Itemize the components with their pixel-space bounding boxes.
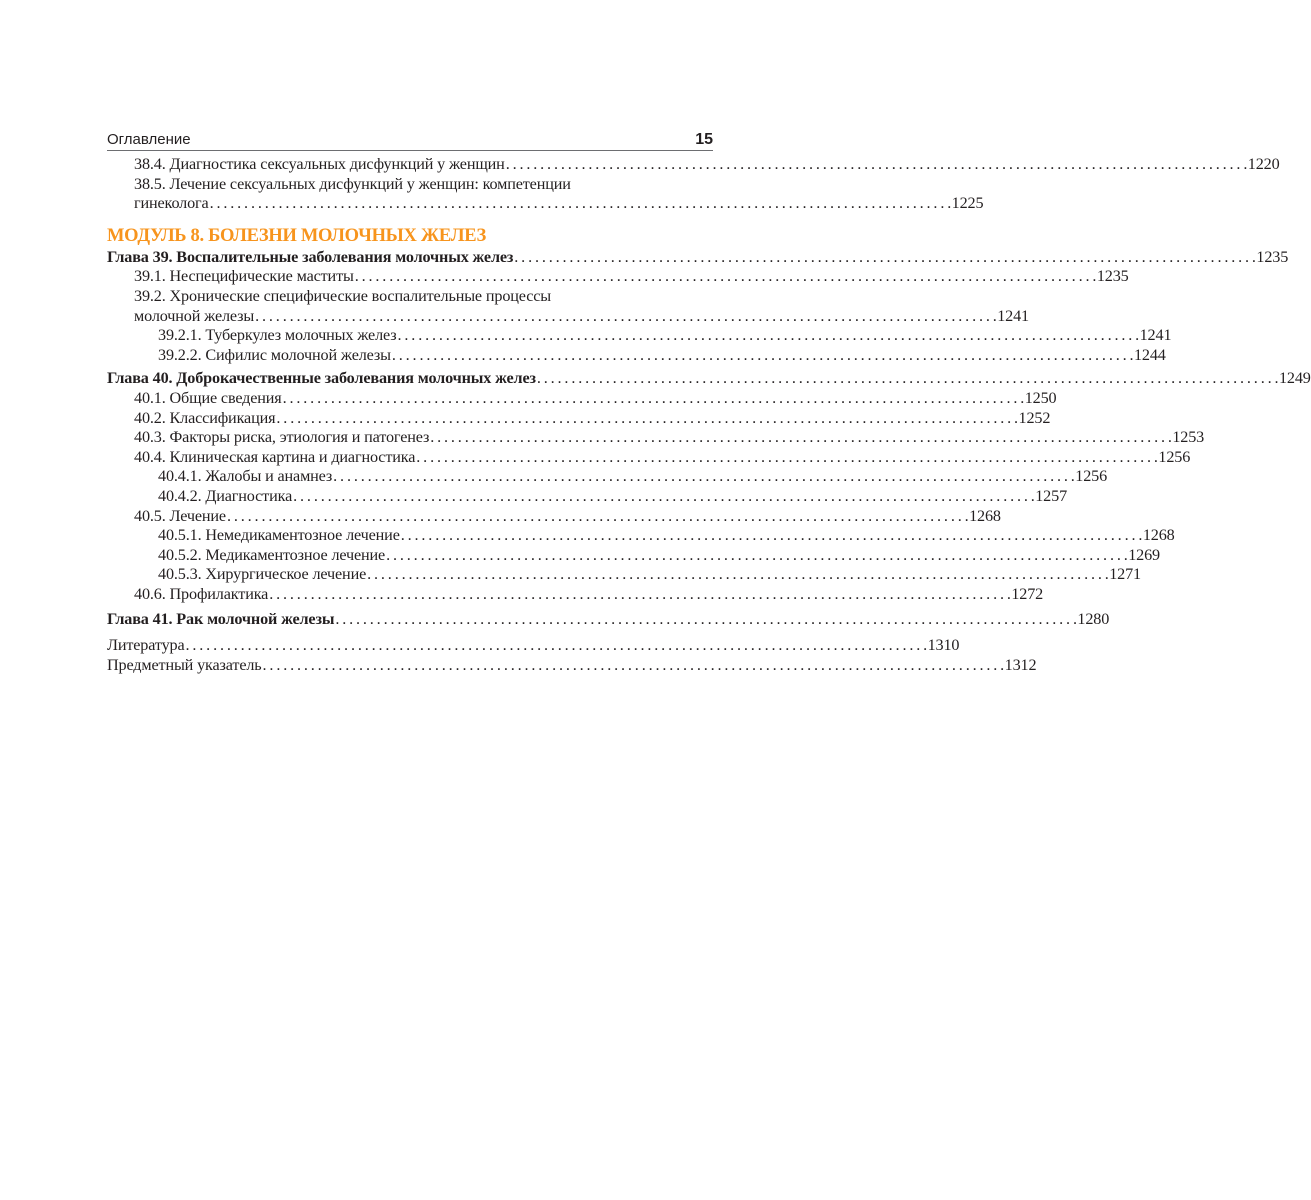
toc-entry-40-4[interactable] [107,447,1191,468]
entry-title: 40.2. Классификация [134,408,276,427]
table-of-contents [107,155,1311,675]
entry-page: 1235 [1096,267,1129,286]
dot-leader [514,248,1255,268]
running-head [107,129,713,151]
entry-page: 1256 [1158,447,1191,466]
dot-leader [386,546,1127,566]
entry-page: 1225 [951,194,984,213]
toc-subject-index[interactable] [107,655,1037,676]
chapter-title: Глава 39. Воспалительные заболевания молочных желез [107,247,514,266]
chapter-title: Глава 41. Рак молочной железы [107,610,335,629]
entry-title: 39.2. Хронические специфические воспалительные процессы [134,286,552,305]
entry-page: 1252 [1018,408,1051,427]
entry-title: 40.3. Факторы риска, этиология и патогенез [134,428,430,447]
toc-entry-39-1[interactable] [107,267,1129,287]
entry-number: 38.4. [134,155,166,173]
entry-page: 1256 [1075,467,1108,486]
toc-chapter-39[interactable] [107,247,1289,268]
page-number: 15 [695,131,713,148]
entry-title: 40.6. Профилактика [134,584,269,603]
dot-leader [355,267,1096,287]
entry-title: Предметный указатель [107,655,262,674]
entry-page: 1253 [1172,428,1205,447]
toc-entry-40-5-3[interactable] [107,565,1141,585]
chapter-title: Глава 40. Доброкачественные заболевания молочных желез [107,369,536,388]
entry-page: 1312 [1004,655,1037,674]
entry-title: 40.4. Клиническая картина и диагностика [134,447,416,466]
entry-title: 39.2.2. Сифилис молочной железы [158,345,391,364]
toc-entry-40-5[interactable] [107,506,1001,527]
dot-leader [401,526,1142,546]
dot-leader [367,565,1108,585]
toc-entry-40-6[interactable] [107,584,1044,605]
dot-leader [398,326,1139,346]
entry-page: 1268 [1142,526,1175,545]
toc-entry-40-4-1[interactable] [107,467,1108,487]
entry-title: 40.5. Лечение [134,506,226,525]
dot-leader [506,155,1247,175]
dot-leader [416,448,1157,468]
dot-leader [276,409,1017,429]
toc-entry-40-1[interactable] [107,388,1057,409]
module-heading[interactable]: МОДУЛЬ 8. БОЛЕЗНИ МОЛОЧНЫХ ЖЕЛЕЗ [107,225,486,246]
toc-entry-40-4-2[interactable] [107,486,1068,507]
entry-page: 1269 [1128,545,1160,564]
entry-title: Лечение сексуальных дисфункций у женщин: компетенции [169,174,571,193]
dot-leader [269,585,1010,605]
entry-page: 1250 [1024,388,1057,407]
dot-leader [335,610,1076,630]
toc-entry-39-2-line1[interactable] [107,287,713,307]
toc-entry-40-5-1[interactable] [107,526,1175,546]
entry-page: 1241 [1139,326,1172,345]
entry-page: 1257 [1035,486,1068,505]
toc-entry-38-5-line1[interactable] [107,175,713,195]
entry-title: Литература [107,636,185,655]
toc-entry-40-3[interactable] [107,428,1205,448]
toc-entry-39-2-line2[interactable] [107,306,1029,327]
chapter-page: 1235 [1256,247,1289,266]
entry-title: 40.4.2. Диагностика [158,486,293,505]
entry-page: 1271 [1109,565,1141,584]
entry-number: 38.5. [134,174,166,193]
entry-page: 1244 [1133,345,1166,364]
entry-title: 39.1. Неспецифические маститы [134,267,354,286]
toc-entry-40-2[interactable] [107,408,1051,429]
entry-title-continued: гинеколога [134,194,209,213]
entry-title: 40.4.1. Жалобы и анамнез [158,467,333,486]
entry-title: Диагностика сексуальных дисфункций у женщин [169,155,505,173]
dot-leader [392,346,1133,366]
chapter-page: 1280 [1077,610,1110,629]
entry-page: 1241 [997,306,1029,325]
entry-page: 1268 [969,506,1001,525]
dot-leader [186,636,927,656]
entry-title: 40.5.2. Медикаментозное лечение [158,545,386,564]
toc-chapter-41[interactable] [107,610,1110,630]
dot-leader [210,194,951,214]
toc-chapter-40[interactable] [107,369,1311,389]
entry-title: 40.5.3. Хирургическое лечение [158,565,367,584]
entry-page: 1220 [1247,155,1280,173]
entry-title-continued: молочной железы [134,306,255,325]
entry-title: 40.1. Общие сведения [134,388,282,407]
entry-page: 1272 [1011,584,1044,603]
toc-entry-40-5-2[interactable] [107,545,1160,566]
dot-leader [293,487,1034,507]
dot-leader [430,428,1171,448]
book-page [107,129,1311,675]
toc-entry-38-5-line2[interactable] [107,194,984,214]
toc-entry-39-2-1[interactable] [107,326,1172,346]
dot-leader [537,369,1278,389]
dot-leader [255,307,996,327]
toc-literature[interactable] [107,636,960,656]
toc-entry-38-4[interactable] [107,155,1280,175]
dot-leader [333,467,1074,487]
chapter-page: 1249 [1278,369,1311,388]
running-head-title: Оглавление [107,131,191,148]
dot-leader [263,656,1004,676]
entry-title: 40.5.1. Немедикаментозное лечение [158,526,400,545]
dot-leader [283,389,1024,409]
toc-entry-39-2-2[interactable] [107,345,1166,366]
dot-leader [227,507,968,527]
entry-title: 39.2.1. Туберкулез молочных желез [158,326,397,345]
entry-page: 1310 [927,636,960,655]
